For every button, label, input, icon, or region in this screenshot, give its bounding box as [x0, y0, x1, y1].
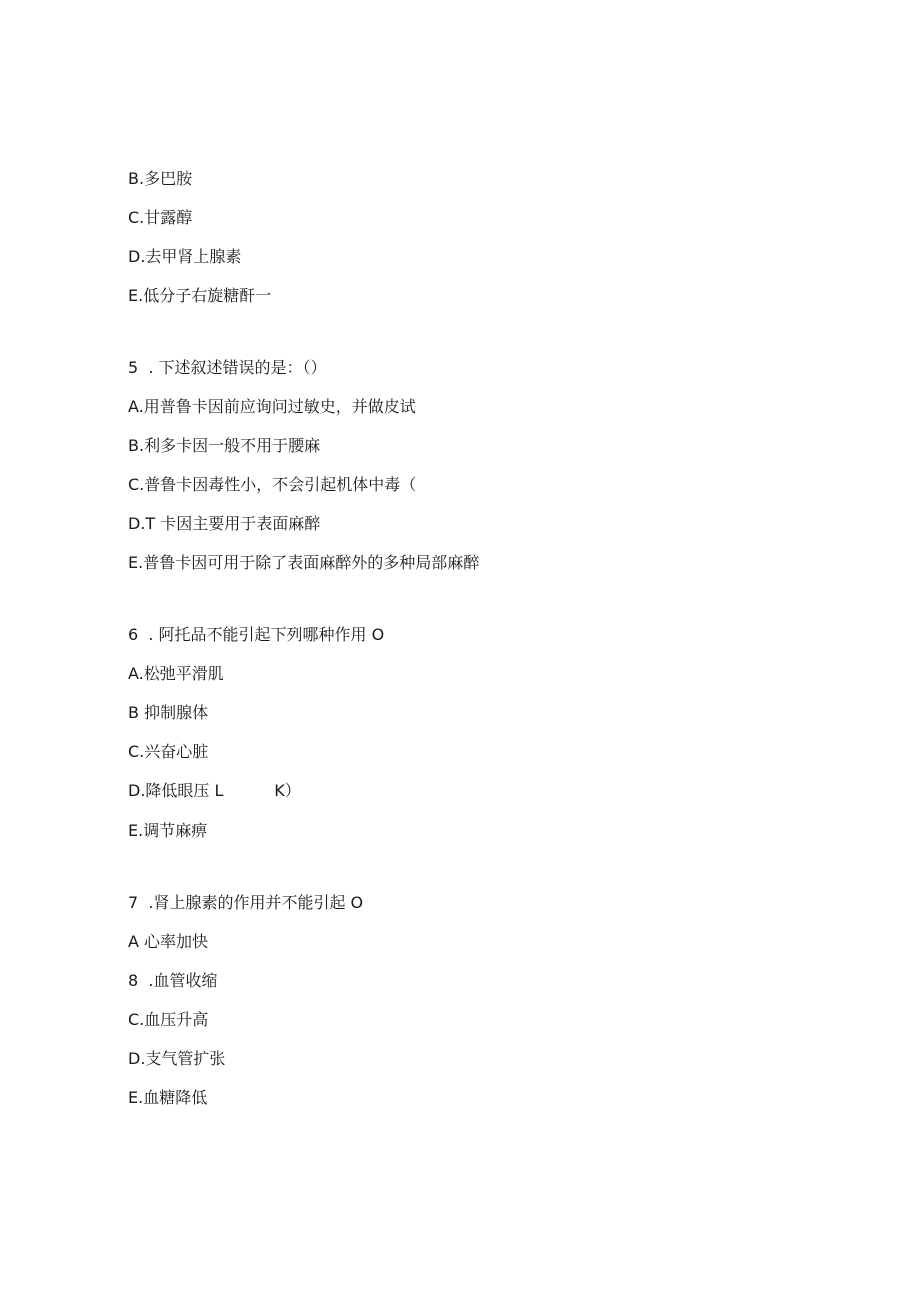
question-5-stem: 5 . 下述叙述错误的是：（） — [128, 358, 327, 377]
question-6-stem: 6 . 阿托品不能引起下列哪种作用 O — [128, 625, 385, 644]
option-d: D.去甲肾上腺素 — [128, 247, 242, 266]
question-7-option-d: D.支气管扩张 — [128, 1049, 226, 1068]
question-6-option-a: A.松弛平滑肌 — [128, 664, 224, 683]
question-5-option-d: D.T 卡因主要用于表面麻醉 — [128, 514, 321, 533]
question-7-option-e: E.血糖降低 — [128, 1088, 208, 1107]
question-6-option-b: B 抑制腺体 — [128, 703, 209, 722]
option-b: B.多巴胺 — [128, 169, 193, 188]
question-6-option-c: C.兴奋心脏 — [128, 742, 209, 761]
question-6-option-e: E.调节麻痹 — [128, 821, 208, 840]
question-7-option-a: A 心率加快 — [128, 932, 209, 951]
question-7-stem: 7 .肾上腺素的作用并不能引起 O — [128, 893, 364, 912]
question-5-option-c: C.普鲁卡因毒性小，不会引起机体中毒（ — [128, 475, 417, 494]
question-5-option-e: E.普鲁卡因可用于除了表面麻醉外的多种局部麻醉 — [128, 553, 480, 572]
question-5-option-b: B.利多卡因一般不用于腰麻 — [128, 436, 321, 455]
option-c: C.甘露醇 — [128, 208, 193, 227]
question-7-option-b: 8 .血管收缩 — [128, 971, 218, 990]
question-5-option-a: A.用普鲁卡因前应询问过敏史，并做皮试 — [128, 397, 416, 416]
question-7-option-c: C.血压升高 — [128, 1010, 209, 1029]
option-e: E.低分子右旋糖酐一 — [128, 286, 272, 305]
question-6-option-d: D.降低眼压 L K） — [128, 781, 301, 800]
